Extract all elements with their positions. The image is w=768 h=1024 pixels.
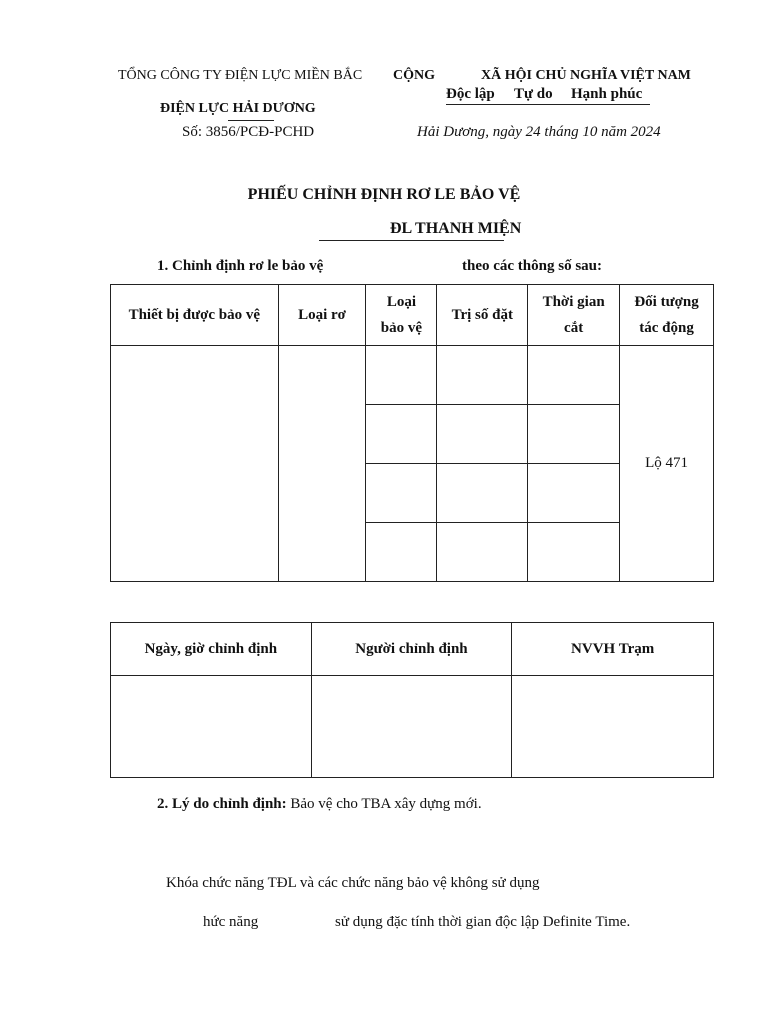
org-parent: TỔNG CÔNG TY ĐIỆN LỰC MIỀN BẮC	[118, 68, 363, 83]
col-protected-equipment: Thiết bị được bảo vệ	[111, 285, 279, 346]
note-line-2a: hức năng	[203, 914, 259, 930]
setting-value-cell[interactable]	[437, 464, 528, 523]
relay-settings-table	[110, 284, 714, 582]
station-operator-cell[interactable]	[512, 676, 714, 778]
note-line-2b: sử dụng đặc tính thời gian độc lập Definite Time.	[335, 914, 631, 930]
doc-number: Số: 3856/PCĐ-PCHD	[182, 124, 315, 140]
trip-time-cell[interactable]	[528, 346, 620, 405]
col-trip-time: Thời gian cắt	[528, 285, 620, 346]
document-subtitle: ĐL THANH MIỆN	[390, 220, 522, 237]
motto-2: Tự do	[514, 86, 553, 102]
document-title: PHIẾU CHỈNH ĐỊNH RƠ LE BẢO VỆ	[247, 186, 521, 203]
org-unit: ĐIỆN LỰC HẢI DƯƠNG	[160, 101, 316, 116]
motto-underline	[446, 104, 650, 105]
trip-time-cell[interactable]	[528, 405, 620, 464]
setting-value-cell[interactable]	[437, 346, 528, 405]
col-adjust-datetime: Ngày, giờ chỉnh định	[111, 623, 312, 676]
country-name-part1: CỘNG	[393, 68, 435, 83]
note-line-1: Khóa chức năng TĐL và các chức năng bảo vệ không sử dụng	[166, 875, 540, 891]
signature-table	[110, 622, 714, 778]
col-protection-type: Loại bảo vệ	[366, 285, 437, 346]
setting-value-cell[interactable]	[437, 523, 528, 582]
section1-label: 1. Chỉnh định rơ le bảo vệ	[157, 258, 324, 274]
motto-3: Hạnh phúc	[571, 86, 643, 102]
adjust-datetime-cell[interactable]	[111, 676, 312, 778]
signature-header-row	[111, 623, 714, 676]
relay-type-cell[interactable]	[278, 346, 366, 582]
col-relay-type: Loại rơ	[278, 285, 366, 346]
protection-type-cell[interactable]	[366, 346, 437, 405]
col-adjuster: Người chỉnh định	[311, 623, 512, 676]
setting-value-cell[interactable]	[437, 405, 528, 464]
country-name-part2: XÃ HỘI CHỦ NGHĨA VIỆT NAM	[481, 68, 691, 83]
protection-type-cell[interactable]	[366, 464, 437, 523]
section2-label: 2. Lý do chỉnh định:	[157, 796, 287, 812]
table-row	[111, 346, 714, 405]
trip-time-cell[interactable]	[528, 523, 620, 582]
table-header-row	[111, 285, 714, 346]
protected-equipment-cell[interactable]	[111, 346, 279, 582]
protection-type-cell[interactable]	[366, 405, 437, 464]
motto-1: Độc lập	[446, 86, 495, 102]
section2-reason: Bảo vệ cho TBA xây dựng mới.	[290, 796, 482, 812]
trip-time-cell[interactable]	[528, 464, 620, 523]
section2	[157, 796, 482, 813]
subtitle-underline	[319, 240, 504, 241]
protection-type-cell[interactable]	[366, 523, 437, 582]
col-setting-value: Trị số đặt	[437, 285, 528, 346]
place-date: Hải Dương, ngày 24 tháng 10 năm 2024	[417, 124, 661, 140]
col-station-operator: NVVH Trạm	[512, 623, 714, 676]
col-target: Đối tượng tác động	[620, 285, 714, 346]
signature-row	[111, 676, 714, 778]
org-unit-underline	[228, 120, 274, 121]
adjuster-cell[interactable]	[311, 676, 512, 778]
target-cell: Lộ 471	[620, 346, 714, 582]
section1-label-tail: theo các thông số sau:	[462, 258, 603, 274]
